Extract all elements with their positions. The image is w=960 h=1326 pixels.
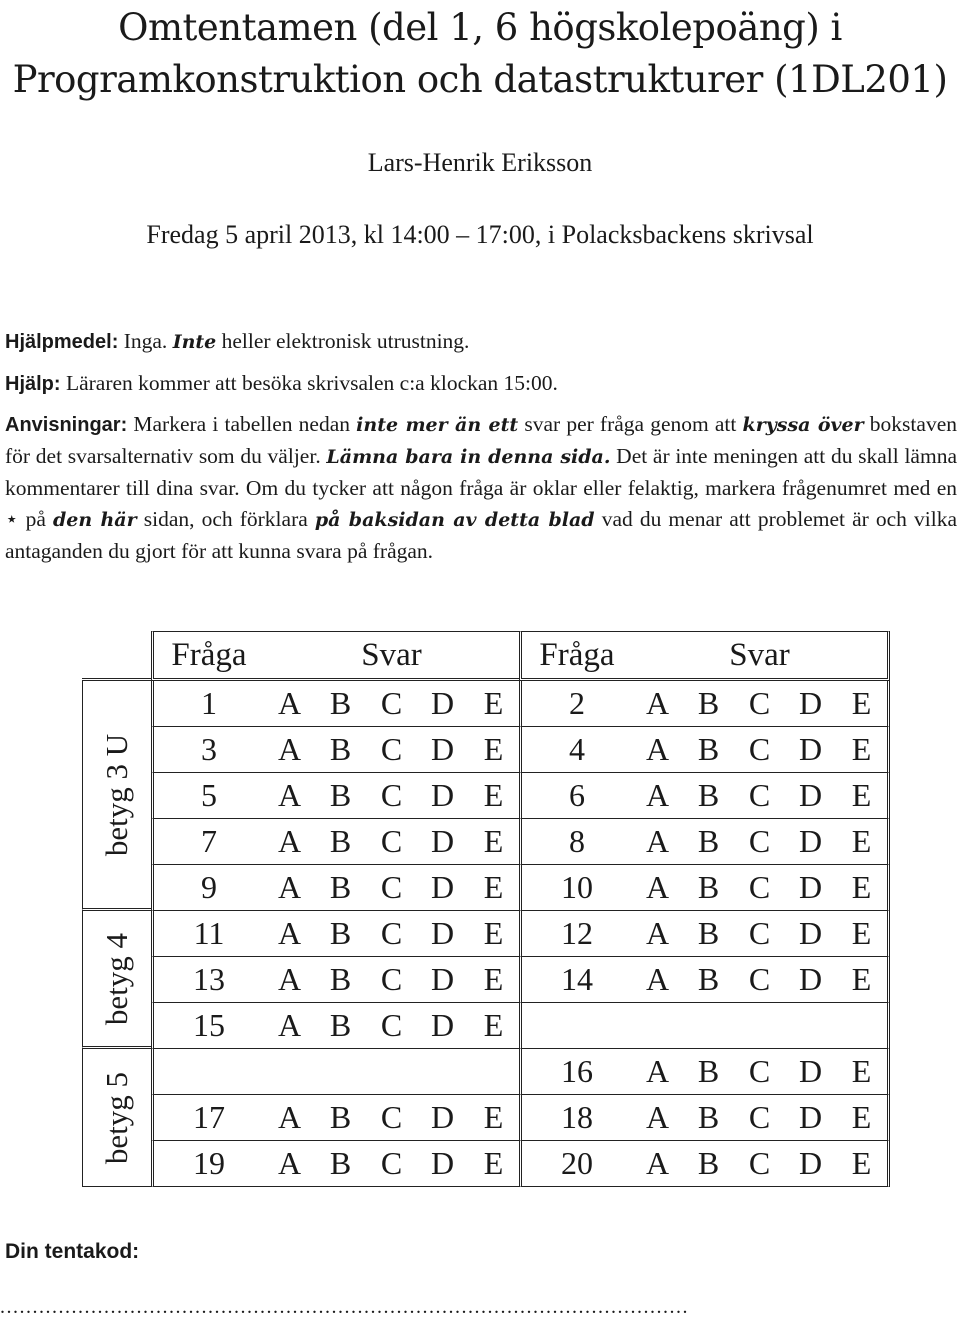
anvisningar-label: Anvisningar:	[5, 414, 128, 436]
grade-group-text: betyg 3 U	[99, 733, 134, 856]
exam-title	[0, 2, 960, 106]
hjalp-paragraph	[5, 368, 957, 400]
question-number: 15	[151, 1003, 264, 1049]
question-number: 18	[519, 1095, 632, 1141]
grade-group-label	[82, 911, 151, 1049]
answer-option-e[interactable]: E	[836, 1049, 890, 1095]
answer-option-a[interactable]: A	[264, 819, 315, 865]
answer-option-d[interactable]: D	[417, 773, 468, 819]
answer-option-e[interactable]: E	[836, 727, 890, 773]
answer-option-b[interactable]: B	[683, 727, 734, 773]
question-number: 12	[519, 911, 632, 957]
empty-cell	[264, 1049, 315, 1095]
hjalpmedel-emph: Inte	[172, 331, 217, 353]
answer-option-e[interactable]: E	[468, 1095, 519, 1141]
header-answer-1: Svar	[264, 631, 519, 681]
answer-table	[82, 631, 890, 1187]
answer-option-a[interactable]: A	[264, 865, 315, 911]
empty-cell	[468, 1049, 519, 1095]
answer-row	[82, 1003, 890, 1049]
instr-text-7: vad du menar att problemet är och vilka antaganden du gjort för att kunna svara på frågan.	[5, 507, 958, 563]
answer-row	[82, 865, 890, 911]
answer-option-c[interactable]: C	[734, 1049, 785, 1095]
instr-text-2: svar per fråga genom att	[518, 412, 743, 436]
answer-option-a[interactable]: A	[632, 1141, 683, 1187]
answer-option-d[interactable]: D	[417, 819, 468, 865]
instr-emph-1: inte mer än ett	[356, 414, 519, 436]
answer-option-b[interactable]: B	[683, 957, 734, 1003]
answer-option-e[interactable]: E	[836, 911, 890, 957]
answer-option-b[interactable]: B	[315, 1095, 366, 1141]
answer-option-c[interactable]: C	[366, 773, 417, 819]
answer-row	[82, 1141, 890, 1187]
empty-cell	[417, 1049, 468, 1095]
answer-row	[82, 911, 890, 957]
answer-option-e[interactable]: E	[836, 1095, 890, 1141]
answer-row	[82, 727, 890, 773]
answer-option-a[interactable]: A	[632, 1049, 683, 1095]
answer-option-d[interactable]: D	[417, 865, 468, 911]
answer-option-d[interactable]: D	[417, 911, 468, 957]
header-blank	[82, 631, 151, 681]
empty-cell	[785, 1003, 836, 1049]
answer-option-b[interactable]: B	[683, 1095, 734, 1141]
answer-option-b[interactable]: B	[683, 773, 734, 819]
answer-option-e[interactable]: E	[468, 681, 519, 727]
answer-option-e[interactable]: E	[468, 1003, 519, 1049]
question-number	[519, 1003, 632, 1049]
answer-option-d[interactable]: D	[417, 1095, 468, 1141]
answer-grid	[82, 631, 890, 1187]
empty-cell	[632, 1003, 683, 1049]
answer-option-b[interactable]: B	[683, 1049, 734, 1095]
answer-option-e[interactable]: E	[468, 957, 519, 1003]
answer-option-c[interactable]: C	[734, 1095, 785, 1141]
answer-option-a[interactable]: A	[632, 681, 683, 727]
answer-option-b[interactable]: B	[683, 1141, 734, 1187]
empty-cell	[683, 1003, 734, 1049]
question-number: 9	[151, 865, 264, 911]
answer-row	[82, 819, 890, 865]
answer-row	[82, 773, 890, 819]
question-number: 5	[151, 773, 264, 819]
answer-row	[82, 681, 890, 727]
answer-option-c[interactable]: C	[734, 773, 785, 819]
question-number: 20	[519, 1141, 632, 1187]
answer-option-e[interactable]: E	[468, 773, 519, 819]
answer-option-d[interactable]: D	[785, 1141, 836, 1187]
answer-option-d[interactable]: D	[785, 773, 836, 819]
hjalp-label: Hjälp:	[5, 373, 61, 395]
answer-option-b[interactable]: B	[315, 1141, 366, 1187]
instr-emph-5: på baksidan av detta blad	[314, 509, 595, 531]
answer-option-e[interactable]: E	[468, 865, 519, 911]
answer-option-e[interactable]: E	[836, 819, 890, 865]
answer-option-a[interactable]: A	[264, 1095, 315, 1141]
answer-option-c[interactable]: C	[366, 1141, 417, 1187]
grade-group-text: betyg 5	[99, 1071, 134, 1164]
answer-table-body	[82, 681, 890, 1187]
title-line-1: Omtentamen (del 1, 6 högskolepoäng) i	[118, 6, 842, 49]
answer-option-b[interactable]: B	[315, 1003, 366, 1049]
answer-row	[82, 1049, 890, 1095]
answer-option-c[interactable]: C	[366, 681, 417, 727]
hjalpmedel-paragraph	[5, 326, 957, 358]
answer-option-b[interactable]: B	[315, 865, 366, 911]
answer-option-d[interactable]: D	[785, 1095, 836, 1141]
answer-option-a[interactable]: A	[264, 773, 315, 819]
answer-option-a[interactable]: A	[632, 819, 683, 865]
exam-date: Fredag 5 april 2013, kl 14:00 – 17:00, i Polacksbackens skrivsal	[146, 220, 814, 249]
exam-code-field[interactable]: ..........................................................................................................	[0, 1296, 689, 1318]
answer-option-b[interactable]: B	[315, 957, 366, 1003]
question-number: 13	[151, 957, 264, 1003]
answer-option-e[interactable]: E	[836, 681, 890, 727]
answer-table-header	[82, 631, 890, 681]
question-number: 19	[151, 1141, 264, 1187]
answer-option-a[interactable]: A	[632, 865, 683, 911]
empty-cell	[836, 1003, 890, 1049]
answer-option-c[interactable]: C	[366, 865, 417, 911]
answer-option-a[interactable]: A	[632, 1095, 683, 1141]
empty-cell	[366, 1049, 417, 1095]
answer-option-b[interactable]: B	[683, 819, 734, 865]
answer-option-a[interactable]: A	[632, 957, 683, 1003]
answer-option-a[interactable]: A	[264, 681, 315, 727]
instr-text-1: Markera i tabellen nedan	[127, 412, 357, 436]
answer-option-d[interactable]: D	[785, 819, 836, 865]
answer-option-a[interactable]: A	[632, 727, 683, 773]
title-line-2: Programkonstruktion och datastrukturer (1DL201)	[12, 58, 948, 101]
answer-option-c[interactable]: C	[366, 1095, 417, 1141]
answer-option-a[interactable]: A	[632, 911, 683, 957]
instr-text-3: bokstaven för det svarsalternativ som du väljer.	[5, 412, 957, 468]
question-number: 16	[519, 1049, 632, 1095]
answer-option-c[interactable]: C	[734, 819, 785, 865]
answer-option-c[interactable]: C	[366, 911, 417, 957]
header-answer-2: Svar	[632, 631, 890, 681]
header-question-2: Fråga	[519, 631, 632, 681]
answer-option-e[interactable]: E	[468, 1141, 519, 1187]
question-number: 11	[151, 911, 264, 957]
answer-option-e[interactable]: E	[836, 1141, 890, 1187]
answer-row	[82, 957, 890, 1003]
question-number: 1	[151, 681, 264, 727]
answer-option-c[interactable]: C	[734, 865, 785, 911]
answer-option-b[interactable]: B	[683, 865, 734, 911]
answer-option-a[interactable]: A	[264, 957, 315, 1003]
question-number: 10	[519, 865, 632, 911]
question-number: 17	[151, 1095, 264, 1141]
answer-option-e[interactable]: E	[468, 727, 519, 773]
exam-code-label: Din tentakod:	[5, 1240, 140, 1263]
instructions-paragraph	[5, 409, 957, 567]
grade-group-text: betyg 4	[99, 932, 134, 1025]
answer-option-d[interactable]: D	[785, 727, 836, 773]
hjalpmedel-label: Hjälpmedel:	[5, 331, 119, 353]
answer-option-d[interactable]: D	[785, 911, 836, 957]
question-number: 14	[519, 957, 632, 1003]
star-icon: ⋆	[5, 507, 19, 531]
answer-option-e[interactable]: E	[468, 911, 519, 957]
question-number: 2	[519, 681, 632, 727]
answer-option-d[interactable]: D	[417, 1141, 468, 1187]
answer-option-b[interactable]: B	[683, 911, 734, 957]
answer-option-c[interactable]: C	[366, 819, 417, 865]
answer-option-b[interactable]: B	[315, 819, 366, 865]
answer-option-d[interactable]: D	[785, 1049, 836, 1095]
answer-option-c[interactable]: C	[734, 911, 785, 957]
answer-option-d[interactable]: D	[417, 727, 468, 773]
instr-emph-2: kryssa över	[742, 414, 864, 436]
answer-option-e[interactable]: E	[468, 819, 519, 865]
hjalpmedel-text-2: heller elektronisk utrustning.	[216, 329, 470, 353]
question-number: 8	[519, 819, 632, 865]
question-number	[151, 1049, 264, 1095]
answer-option-a[interactable]: A	[632, 773, 683, 819]
answer-option-c[interactable]: C	[734, 1141, 785, 1187]
empty-cell	[315, 1049, 366, 1095]
answer-option-c[interactable]: C	[366, 1003, 417, 1049]
answer-option-c[interactable]: C	[734, 681, 785, 727]
instr-text-6: sidan, och förklara	[136, 507, 315, 531]
answer-option-e[interactable]: E	[836, 957, 890, 1003]
instr-emph-3: Lämna bara in denna sida.	[326, 446, 611, 468]
instr-emph-4: den här	[52, 509, 137, 531]
answer-option-d[interactable]: D	[785, 681, 836, 727]
question-number: 7	[151, 819, 264, 865]
answer-option-b[interactable]: B	[683, 681, 734, 727]
answer-row	[82, 1095, 890, 1141]
instr-text-4: Det är inte meningen att du skall lämna kommentarer till dina svar. Om du tycker att någon fråga är oklar eller felaktig, markera frågenumret med en	[5, 444, 957, 500]
author: Lars-Henrik Eriksson	[367, 148, 593, 177]
answer-option-a[interactable]: A	[264, 1003, 315, 1049]
question-number: 6	[519, 773, 632, 819]
answer-option-d[interactable]: D	[417, 1003, 468, 1049]
answer-option-d[interactable]: D	[785, 865, 836, 911]
answer-option-c[interactable]: C	[734, 727, 785, 773]
answer-option-a[interactable]: A	[264, 911, 315, 957]
answer-option-d[interactable]: D	[417, 681, 468, 727]
empty-cell	[734, 1003, 785, 1049]
grade-group-label	[82, 1049, 151, 1187]
answer-option-b[interactable]: B	[315, 727, 366, 773]
answer-option-d[interactable]: D	[417, 957, 468, 1003]
answer-option-a[interactable]: A	[264, 727, 315, 773]
answer-option-c[interactable]: C	[366, 957, 417, 1003]
answer-option-b[interactable]: B	[315, 911, 366, 957]
answer-option-e[interactable]: E	[836, 865, 890, 911]
answer-option-a[interactable]: A	[264, 1141, 315, 1187]
instr-text-5: på	[18, 507, 53, 531]
answer-option-b[interactable]: B	[315, 773, 366, 819]
grade-group-label	[82, 681, 151, 911]
answer-option-b[interactable]: B	[315, 681, 366, 727]
hjalpmedel-text-1: Inga.	[118, 329, 173, 353]
header-question-1: Fråga	[151, 631, 264, 681]
question-number: 4	[519, 727, 632, 773]
answer-option-e[interactable]: E	[836, 773, 890, 819]
answer-option-c[interactable]: C	[734, 957, 785, 1003]
answer-option-c[interactable]: C	[366, 727, 417, 773]
answer-option-d[interactable]: D	[785, 957, 836, 1003]
hjalp-text: Läraren kommer att besöka skrivsalen c:a klockan 15:00.	[60, 371, 558, 395]
question-number: 3	[151, 727, 264, 773]
